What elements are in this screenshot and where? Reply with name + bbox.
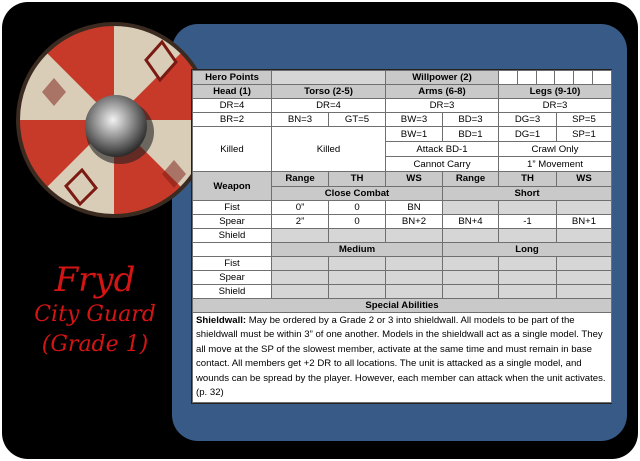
legs-dr: DR=3 [499, 99, 612, 113]
location-arms: Arms (6-8) [386, 85, 499, 99]
fist-cc-ws: BN [386, 201, 443, 215]
far-cell [557, 271, 612, 285]
far-cell [386, 285, 443, 299]
spear-short-range: BN+4 [443, 215, 499, 229]
willpower-box[interactable] [499, 71, 518, 84]
shield-short-ws [557, 229, 612, 243]
round-shield-image [14, 20, 214, 220]
location-torso: Torso (2-5) [272, 85, 386, 99]
willpower-label: Willpower (2) [386, 71, 499, 85]
fist-short-th [499, 201, 557, 215]
far-cell [499, 285, 557, 299]
fist-cc-th: 0 [329, 201, 386, 215]
special-abilities-header: Special Abilities [193, 299, 612, 313]
medium-header: Medium [272, 243, 443, 257]
far-cell [272, 285, 329, 299]
short-header: Short [443, 186, 612, 201]
spear-cc-th: 0 [329, 215, 386, 229]
hero-points-label: Hero Points [193, 71, 272, 85]
shield-cc-range [272, 229, 329, 243]
far-cell [557, 257, 612, 271]
weapon-row-shield: Shield [193, 229, 272, 243]
willpower-boxes[interactable] [499, 71, 612, 85]
far-cell [272, 271, 329, 285]
ability-name: Shieldwall: [196, 315, 247, 326]
shield-cc-ws [386, 229, 443, 243]
willpower-box[interactable] [593, 71, 611, 84]
arms-bd-penalty: BD=1 [443, 127, 499, 142]
far-cell [557, 285, 612, 299]
head-killed: Killed [193, 127, 272, 172]
weapon-row-fist: Fist [193, 201, 272, 215]
character-class: City Guard [34, 302, 156, 327]
close-combat-header: Close Combat [272, 186, 443, 201]
far-cell [443, 285, 499, 299]
legs-dg-penalty: DG=1 [499, 127, 557, 142]
long-header: Long [443, 243, 612, 257]
torso-killed: Killed [272, 127, 386, 172]
character-card [2, 2, 638, 459]
far-row-shield: Shield [193, 285, 272, 299]
cc-th-header: TH [329, 172, 386, 187]
character-grade: (Grade 1) [41, 332, 149, 357]
head-dr: DR=4 [193, 99, 272, 113]
arms-effect-attack: Attack BD-1 [386, 142, 499, 157]
torso-bn: BN=3 [272, 113, 329, 127]
fist-short-range [443, 201, 499, 215]
shield-short-range [443, 229, 499, 243]
far-cell [329, 285, 386, 299]
arms-bd: BD=3 [443, 113, 499, 127]
willpower-box[interactable] [574, 71, 593, 84]
location-head: Head (1) [193, 85, 272, 99]
spear-cc-range: 2” [272, 215, 329, 229]
far-cell [272, 257, 329, 271]
hero-points-value[interactable] [272, 71, 386, 85]
shield-cc-th [329, 229, 386, 243]
legs-sp-penalty: SP=1 [557, 127, 612, 142]
medium-long-spacer [193, 243, 272, 257]
far-row-fist: Fist [193, 257, 272, 271]
special-abilities-text [193, 313, 612, 403]
spear-cc-ws: BN+2 [386, 215, 443, 229]
legs-effect-crawl: Crawl Only [499, 142, 612, 157]
cc-ws-header: WS [386, 172, 443, 187]
short-th-header: TH [499, 172, 557, 187]
torso-gt: GT=5 [329, 113, 386, 127]
location-legs: Legs (9-10) [499, 85, 612, 99]
torso-dr: DR=4 [272, 99, 386, 113]
legs-sp: SP=5 [557, 113, 612, 127]
fist-cc-range: 0” [272, 201, 329, 215]
arms-dr: DR=3 [386, 99, 499, 113]
far-cell [443, 257, 499, 271]
far-cell [499, 271, 557, 285]
willpower-box[interactable] [537, 71, 556, 84]
weapon-column-header: Weapon [193, 172, 272, 201]
willpower-box[interactable] [518, 71, 537, 84]
far-cell [386, 257, 443, 271]
far-cell [329, 271, 386, 285]
far-cell [443, 271, 499, 285]
arms-effect-carry: Cannot Carry [386, 157, 499, 172]
far-cell [499, 257, 557, 271]
far-cell [329, 257, 386, 271]
cc-range-header: Range [272, 172, 329, 187]
arms-bw-penalty: BW=1 [386, 127, 443, 142]
weapon-row-spear: Spear [193, 215, 272, 229]
spear-short-th: -1 [499, 215, 557, 229]
short-range-header: Range [443, 172, 499, 187]
character-name-block [20, 260, 170, 360]
shield-short-th [499, 229, 557, 243]
short-ws-header: WS [557, 172, 612, 187]
legs-dg: DG=3 [499, 113, 557, 127]
fist-short-ws [557, 201, 612, 215]
stat-sheet [191, 69, 612, 404]
arms-bw: BW=3 [386, 113, 443, 127]
far-cell [386, 271, 443, 285]
legs-effect-movement: 1” Movement [499, 157, 612, 172]
ability-description: May be ordered by a Grade 2 or 3 into shieldwall. All models to be part of the shieldwall must be within 3” of one another. Models in the shieldwall act as a single model. They all move at the SP of the slowest member, activate at the same time and must remain in base contact. All members get +2 DR to all locations. The unit is attacked as a single model, and wounds can be spread by the player. However, each member can attack when the unit activates. (p. 32) [196, 315, 606, 399]
head-br: BR=2 [193, 113, 272, 127]
stat-table [192, 70, 612, 403]
willpower-box[interactable] [555, 71, 574, 84]
spear-short-ws: BN+1 [557, 215, 612, 229]
far-row-spear: Spear [193, 271, 272, 285]
character-name: Fryd [54, 260, 136, 300]
